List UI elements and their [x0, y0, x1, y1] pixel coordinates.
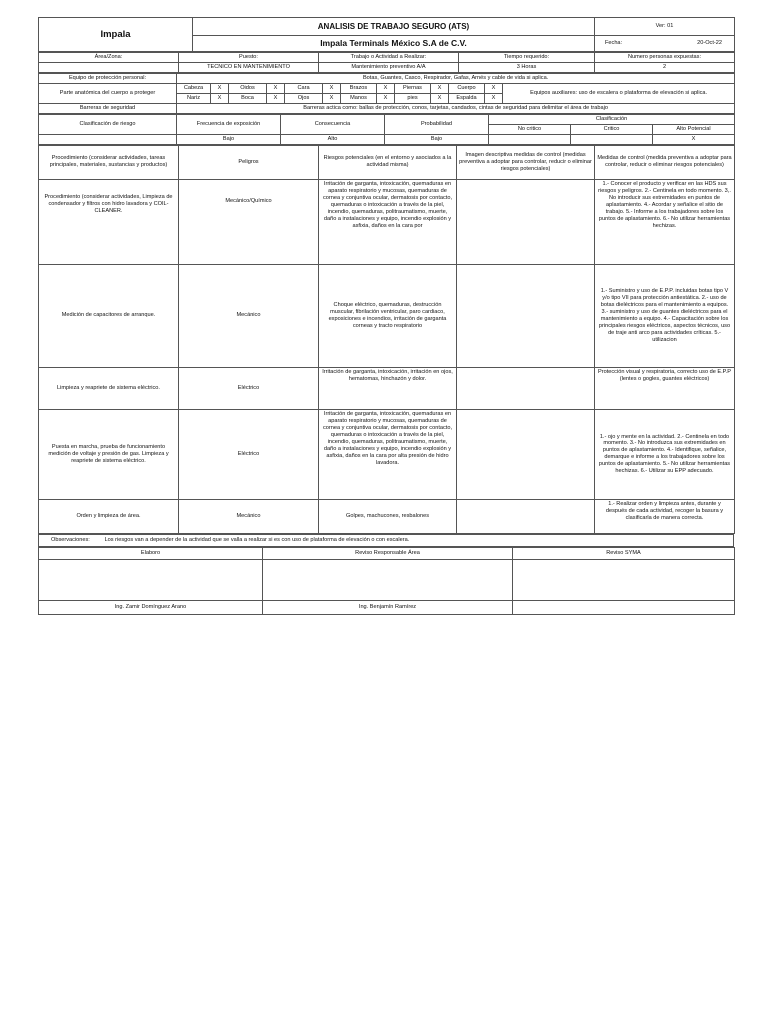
barriers-value: Barreras actica como: ballas de protección, conos, tarjetas, candados, cintas de seguridad para delimitar el área de trabajo — [177, 104, 735, 114]
body-part-name: Espalda — [449, 94, 485, 104]
signature-name-area: Ing. Benjamín Ramírez — [263, 600, 513, 614]
consequence-label: Consecuencia — [281, 115, 385, 135]
body-part-mark: X — [267, 94, 285, 104]
body-part-mark: X — [267, 84, 285, 94]
date-label: Fecha: — [605, 40, 623, 46]
barriers-label: Barreras de seguridad — [39, 104, 177, 114]
risk-classification-table — [38, 114, 735, 145]
row-procedure: Orden y limpieza de área. — [39, 499, 179, 533]
header-table — [38, 17, 735, 52]
observations-value: Los riesgos van a depender de la actividad que se valla a realizar si es con uso de plataforma de elevación o con escalera. — [104, 536, 410, 543]
row-controls: 1.- Conocer el producto y verificar en las HDS sus riesgos y peligros. 2.- Centinela en todo momento. 3,. No introducir sus extremidades en puntos de aplastamiento. 4.- Acordar y señalice el sitio de trabajo. 5.- Informe a los trabajadores sobre los puntos de aplastamiento. 6.- No utilizar herramientas hechizas. — [595, 179, 735, 264]
signature-space-elaboro — [39, 559, 263, 600]
trabajo-value: Mantenimiento preventivo A/A — [319, 63, 459, 73]
critical-value — [571, 134, 653, 144]
row-hazard: Mecánico — [179, 499, 319, 533]
row-hazard: Eléctrico — [179, 409, 319, 499]
high-potential-value: X — [653, 134, 735, 144]
body-part-mark: X — [377, 84, 395, 94]
body-part-name: pies — [395, 94, 431, 104]
row-procedure: Puesta en marcha, prueba de funcionamiento medición de voltaje y presión de gas. Limpieza y reapriete de sistema eléctrico. — [39, 409, 179, 499]
trabajo-label: Trabajo o Actividad a Realizar: — [319, 53, 459, 63]
row-risks: Irritación de garganta, intoxicación, quemaduras en aparato respiratorio y mucosas, quemaduras de cornea y conjuntiva ocular, dermatosis por contacto, quemaduras o intoxicación a través de la piel, incendio, quemaduras, politraumatismo, muerte, daño a instalaciones y equipo, incendio explosión y asfixia, daños en la cara por — [319, 179, 457, 264]
row-risks: Irritación de garganta, intoxicación, quemaduras en aparato respiratorio y mucosas, quemaduras de cornea y conjuntiva ocular, dermatosis por contacto, quemaduras o intoxicación a través de la piel, incendio, quemaduras, politraumatismo, muerte, daño a instalaciones y equipo, incendio explosión y asfixia, daños en la cara por alta presión de hidro lavadora. — [319, 409, 457, 499]
observations-label: Observaciones: — [51, 536, 90, 543]
body-part-mark: X — [211, 94, 229, 104]
version-label: Ver: 01 — [595, 18, 735, 36]
epp-value: Botas, Guantes, Casco, Respirador, Gafas, Arnés y cable de vida si aplica. — [177, 74, 735, 84]
body-part-name: Brazos — [341, 84, 377, 94]
tiempo-label: Tiempo requerido: — [459, 53, 595, 63]
column-header-controls: Medidas de control (medida preventiva a adoptar para controlar, reducir o eliminar riesgos potenciales) — [595, 145, 735, 179]
row-controls: 1.- Suministro y uso de E.P.P. incluidas botas tipo V y/o tipo VII para protección antiestática. 2.- uso de botas dieléctricos para el mantenimiento a equipos. 3.- suministro y uso de guantes dieléctricos para el mantenimiento a equipo. 4.- Capacitación sobre los principales riesgos eléctricos, aspectos técnicos, uso de traje anti arco para actividades críticas. 5.-utilizacion — [595, 264, 735, 367]
observations-cell — [39, 534, 734, 546]
area-value — [39, 63, 179, 73]
date-value: 20-Oct-22 — [697, 40, 722, 46]
row-risks: Choque eléctrico, quemaduras, destrucción muscular, fibrilación ventricular, paro cardiaco, exposiciones e incendios, irritación de garganta corneas y tracto respiratorio — [319, 264, 457, 367]
personas-value: 2 — [595, 63, 735, 73]
row-image — [457, 179, 595, 264]
row-hazard: Mecánico — [179, 264, 319, 367]
protection-table — [38, 73, 735, 114]
signature-space-syma — [513, 559, 735, 600]
info-table — [38, 52, 735, 73]
column-header-image: Imagen descriptiva medidas de control (medidas preventiva a adoptar para controlar, reducir o eliminar riesgos potenciales) — [457, 145, 595, 179]
body-part-mark: X — [211, 84, 229, 94]
row-image — [457, 367, 595, 409]
row-hazard: Eléctrico — [179, 367, 319, 409]
company-name: Impala Terminals México S.A de C.V. — [193, 36, 595, 52]
row-procedure: Procedimiento (considerar actividades, Limpieza de condensador y filtros con hidro lavadora y COIL-CLEANER. — [39, 179, 179, 264]
row-risks: Irritación de garganta, intoxicación, irritación en ojos, hematomas, hinchazón y dolor. — [319, 367, 457, 409]
body-part-name: Cuerpo — [449, 84, 485, 94]
body-part-name: Manos — [341, 94, 377, 104]
no-critical-label: No critico — [489, 124, 571, 134]
row-risks: Golpes, machucones, resbalones — [319, 499, 457, 533]
frequency-label: Frecuencia de exposición — [177, 115, 281, 135]
personas-label: Numero personas expuestas: — [595, 53, 735, 63]
consequence-value: Alto — [281, 134, 385, 144]
puesto-label: Puesto: — [179, 53, 319, 63]
document-title: ANALISIS DE TRABAJO SEGURO (ATS) — [193, 18, 595, 36]
epp-label: Equipo de protección personal: — [39, 74, 177, 84]
risk-empty-cell — [39, 134, 177, 144]
date-cell — [595, 36, 735, 52]
row-image — [457, 499, 595, 533]
no-critical-value — [489, 134, 571, 144]
high-potential-label: Alto Potencial — [653, 124, 735, 134]
observations-table — [38, 534, 734, 547]
body-part-name: Ojos — [285, 94, 323, 104]
signature-name-syma — [513, 600, 735, 614]
analysis-table — [38, 145, 735, 534]
body-part-name: Cabeza — [177, 84, 211, 94]
row-controls: Protección visual y respiratoria, correcto uso de E.P.P (lentes o gogles, guantes eléctricos) — [595, 367, 735, 409]
column-header-procedure: Procedimiento (considerar actividades, tareas principales, materiales, sustancias y productos) — [39, 145, 179, 179]
table-row — [39, 264, 735, 367]
row-controls: 1.- ojo y mente en la actividad. 2.- Centinela en todo momento. 3.- No introduzca sus extremidades en puntos de aplastamiento. 4.- Identifique, señalice, demarque e informe a los trabajadores sobre los puntos de aplastamiento. 5.- No utilizar herramientas hechizas. 6.- Utilizar su EPP adecuado. — [595, 409, 735, 499]
body-part-mark: X — [431, 94, 449, 104]
row-controls: 1.- Realizar orden y limpieza antes, durante y después de cada actividad, recoger la basura y clasificarla de manera correcta. — [595, 499, 735, 533]
body-part-name: Nariz — [177, 94, 211, 104]
table-row — [39, 179, 735, 264]
body-part-mark: X — [485, 84, 503, 94]
probability-value: Bajo — [385, 134, 489, 144]
row-image — [457, 409, 595, 499]
body-part-mark: X — [323, 94, 341, 104]
body-part-mark: X — [323, 84, 341, 94]
table-row — [39, 409, 735, 499]
column-header-hazards: Peligros — [179, 145, 319, 179]
classification-label: Clasificación — [489, 115, 735, 125]
column-header-risks: Riesgos potenciales (en el entorno y asociados a la actividad misma) — [319, 145, 457, 179]
probability-label: Probabilidad — [385, 115, 489, 135]
signatures-table — [38, 547, 735, 615]
body-part-name: Piernas — [395, 84, 431, 94]
ats-form — [38, 17, 734, 615]
signature-name-elaboro: Ing. Zamir Domínguez Arano — [39, 600, 263, 614]
puesto-value: TECNICO EN MANTENIMIENTO — [179, 63, 319, 73]
body-part-name: Cara — [285, 84, 323, 94]
signature-space-area — [263, 559, 513, 600]
area-label: Área/Zona: — [39, 53, 179, 63]
signature-header-area: Reviso Responsable Área — [263, 547, 513, 559]
row-hazard: Mecánico/Químico — [179, 179, 319, 264]
signature-header-syma: Reviso SYMA — [513, 547, 735, 559]
table-row — [39, 499, 735, 533]
body-part-mark: X — [485, 94, 503, 104]
body-part-name: Boca — [229, 94, 267, 104]
body-part-mark: X — [431, 84, 449, 94]
tiempo-value: 3 Horas — [459, 63, 595, 73]
row-procedure: Medición de capacitores de arranque. — [39, 264, 179, 367]
critical-label: Critico — [571, 124, 653, 134]
risk-label: Clasificación de riesgo — [39, 115, 177, 135]
row-procedure: Limpieza y reapriete de sistema eléctrico. — [39, 367, 179, 409]
signature-header-elaboro: Elaboro — [39, 547, 263, 559]
frequency-value: Bajo — [177, 134, 281, 144]
company-logo: Impala — [39, 18, 193, 52]
auxiliary-equipment: Equipos auxiliares: uso de escalera o plataforma de elevación si aplica. — [503, 84, 735, 104]
table-row — [39, 367, 735, 409]
body-part-mark: X — [377, 94, 395, 104]
body-parts-label: Parte anatómica del cuerpo a proteger — [39, 84, 177, 104]
body-part-name: Oidos — [229, 84, 267, 94]
row-image — [457, 264, 595, 367]
